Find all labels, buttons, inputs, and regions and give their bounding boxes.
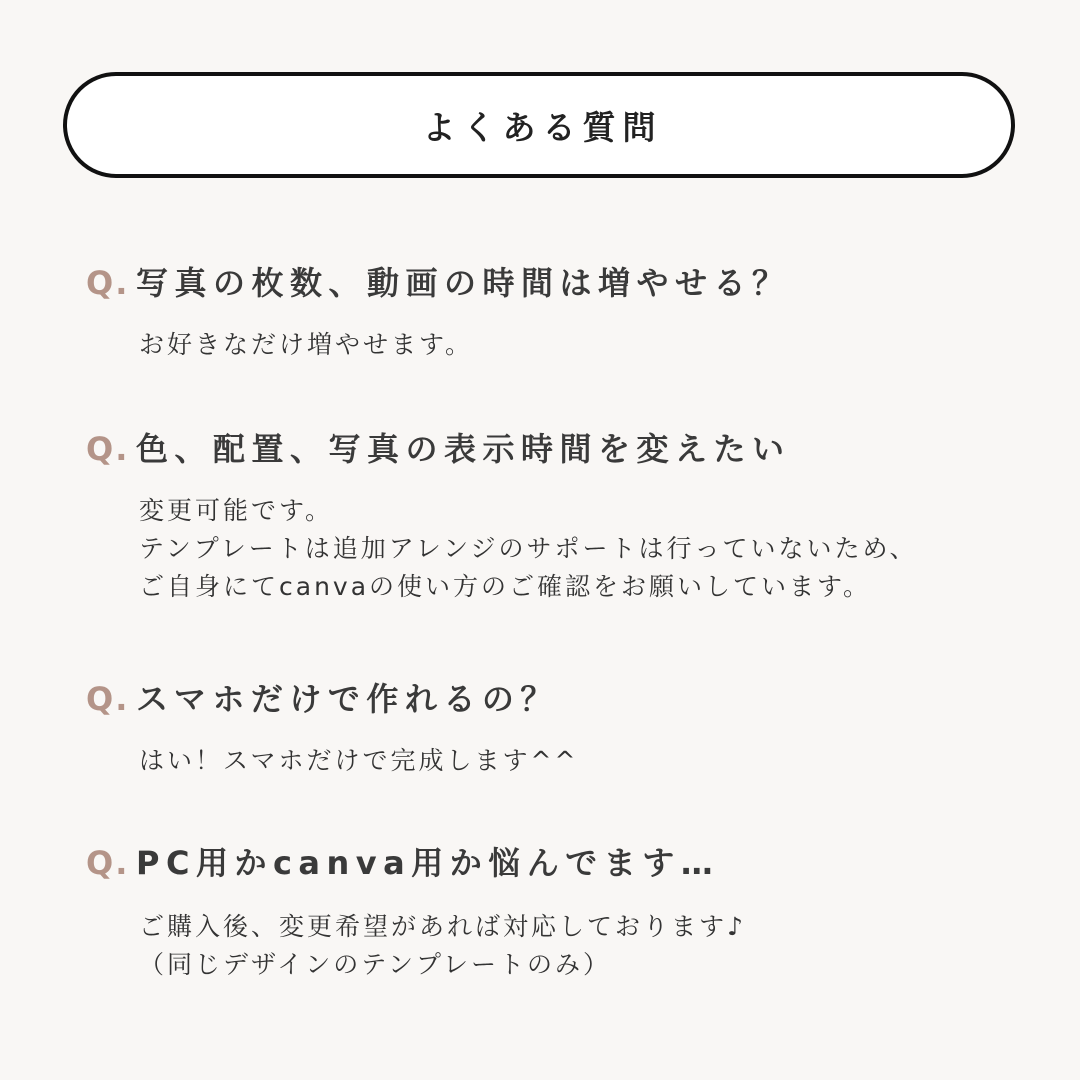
faq-item (86, 838, 1066, 984)
faq-answer-line: ご購入後、変更希望があれば対応しております♪ (139, 912, 746, 941)
faq-answer-line: テンプレートは追加アレンジのサポートは行っていないため、 (139, 534, 918, 563)
faq-answer-line: 変更可能です。 (139, 496, 334, 525)
faq-question: 色、配置、写真の表示時間を変えたい (136, 430, 791, 468)
faq-answer-line: （同じデザインのテンプレートのみ） (139, 950, 612, 979)
faq-answer (139, 908, 1066, 984)
faq-title-banner (63, 72, 1015, 178)
faq-item (86, 424, 1066, 606)
question-mark-label: Q. (86, 844, 130, 882)
faq-answer-line: お好きなだけ増やせます。 (139, 330, 474, 359)
page-title: よくある質問 (422, 107, 663, 147)
faq-question-row (86, 838, 1066, 884)
faq-answer-line: はい！スマホだけで完成します^^ (139, 746, 579, 775)
faq-question-row (86, 424, 1066, 470)
faq-question: スマホだけで作れるの？ (136, 680, 559, 718)
question-mark-label: Q. (86, 264, 130, 302)
faq-question-row (86, 674, 1066, 720)
faq-question: 写真の枚数、動画の時間は増やせる？ (136, 264, 791, 302)
faq-answer (139, 742, 1066, 780)
faq-item (86, 674, 1066, 780)
faq-question: PC用かcanva用か悩んでます… (136, 844, 720, 882)
faq-answer-line: ご自身にてcanvaの使い方のご確認をお願いしています。 (139, 572, 872, 601)
question-mark-label: Q. (86, 430, 130, 468)
faq-item (86, 258, 1066, 364)
faq-answer (139, 326, 1066, 364)
question-mark-label: Q. (86, 680, 130, 718)
faq-question-row (86, 258, 1066, 304)
faq-answer (139, 492, 1066, 606)
